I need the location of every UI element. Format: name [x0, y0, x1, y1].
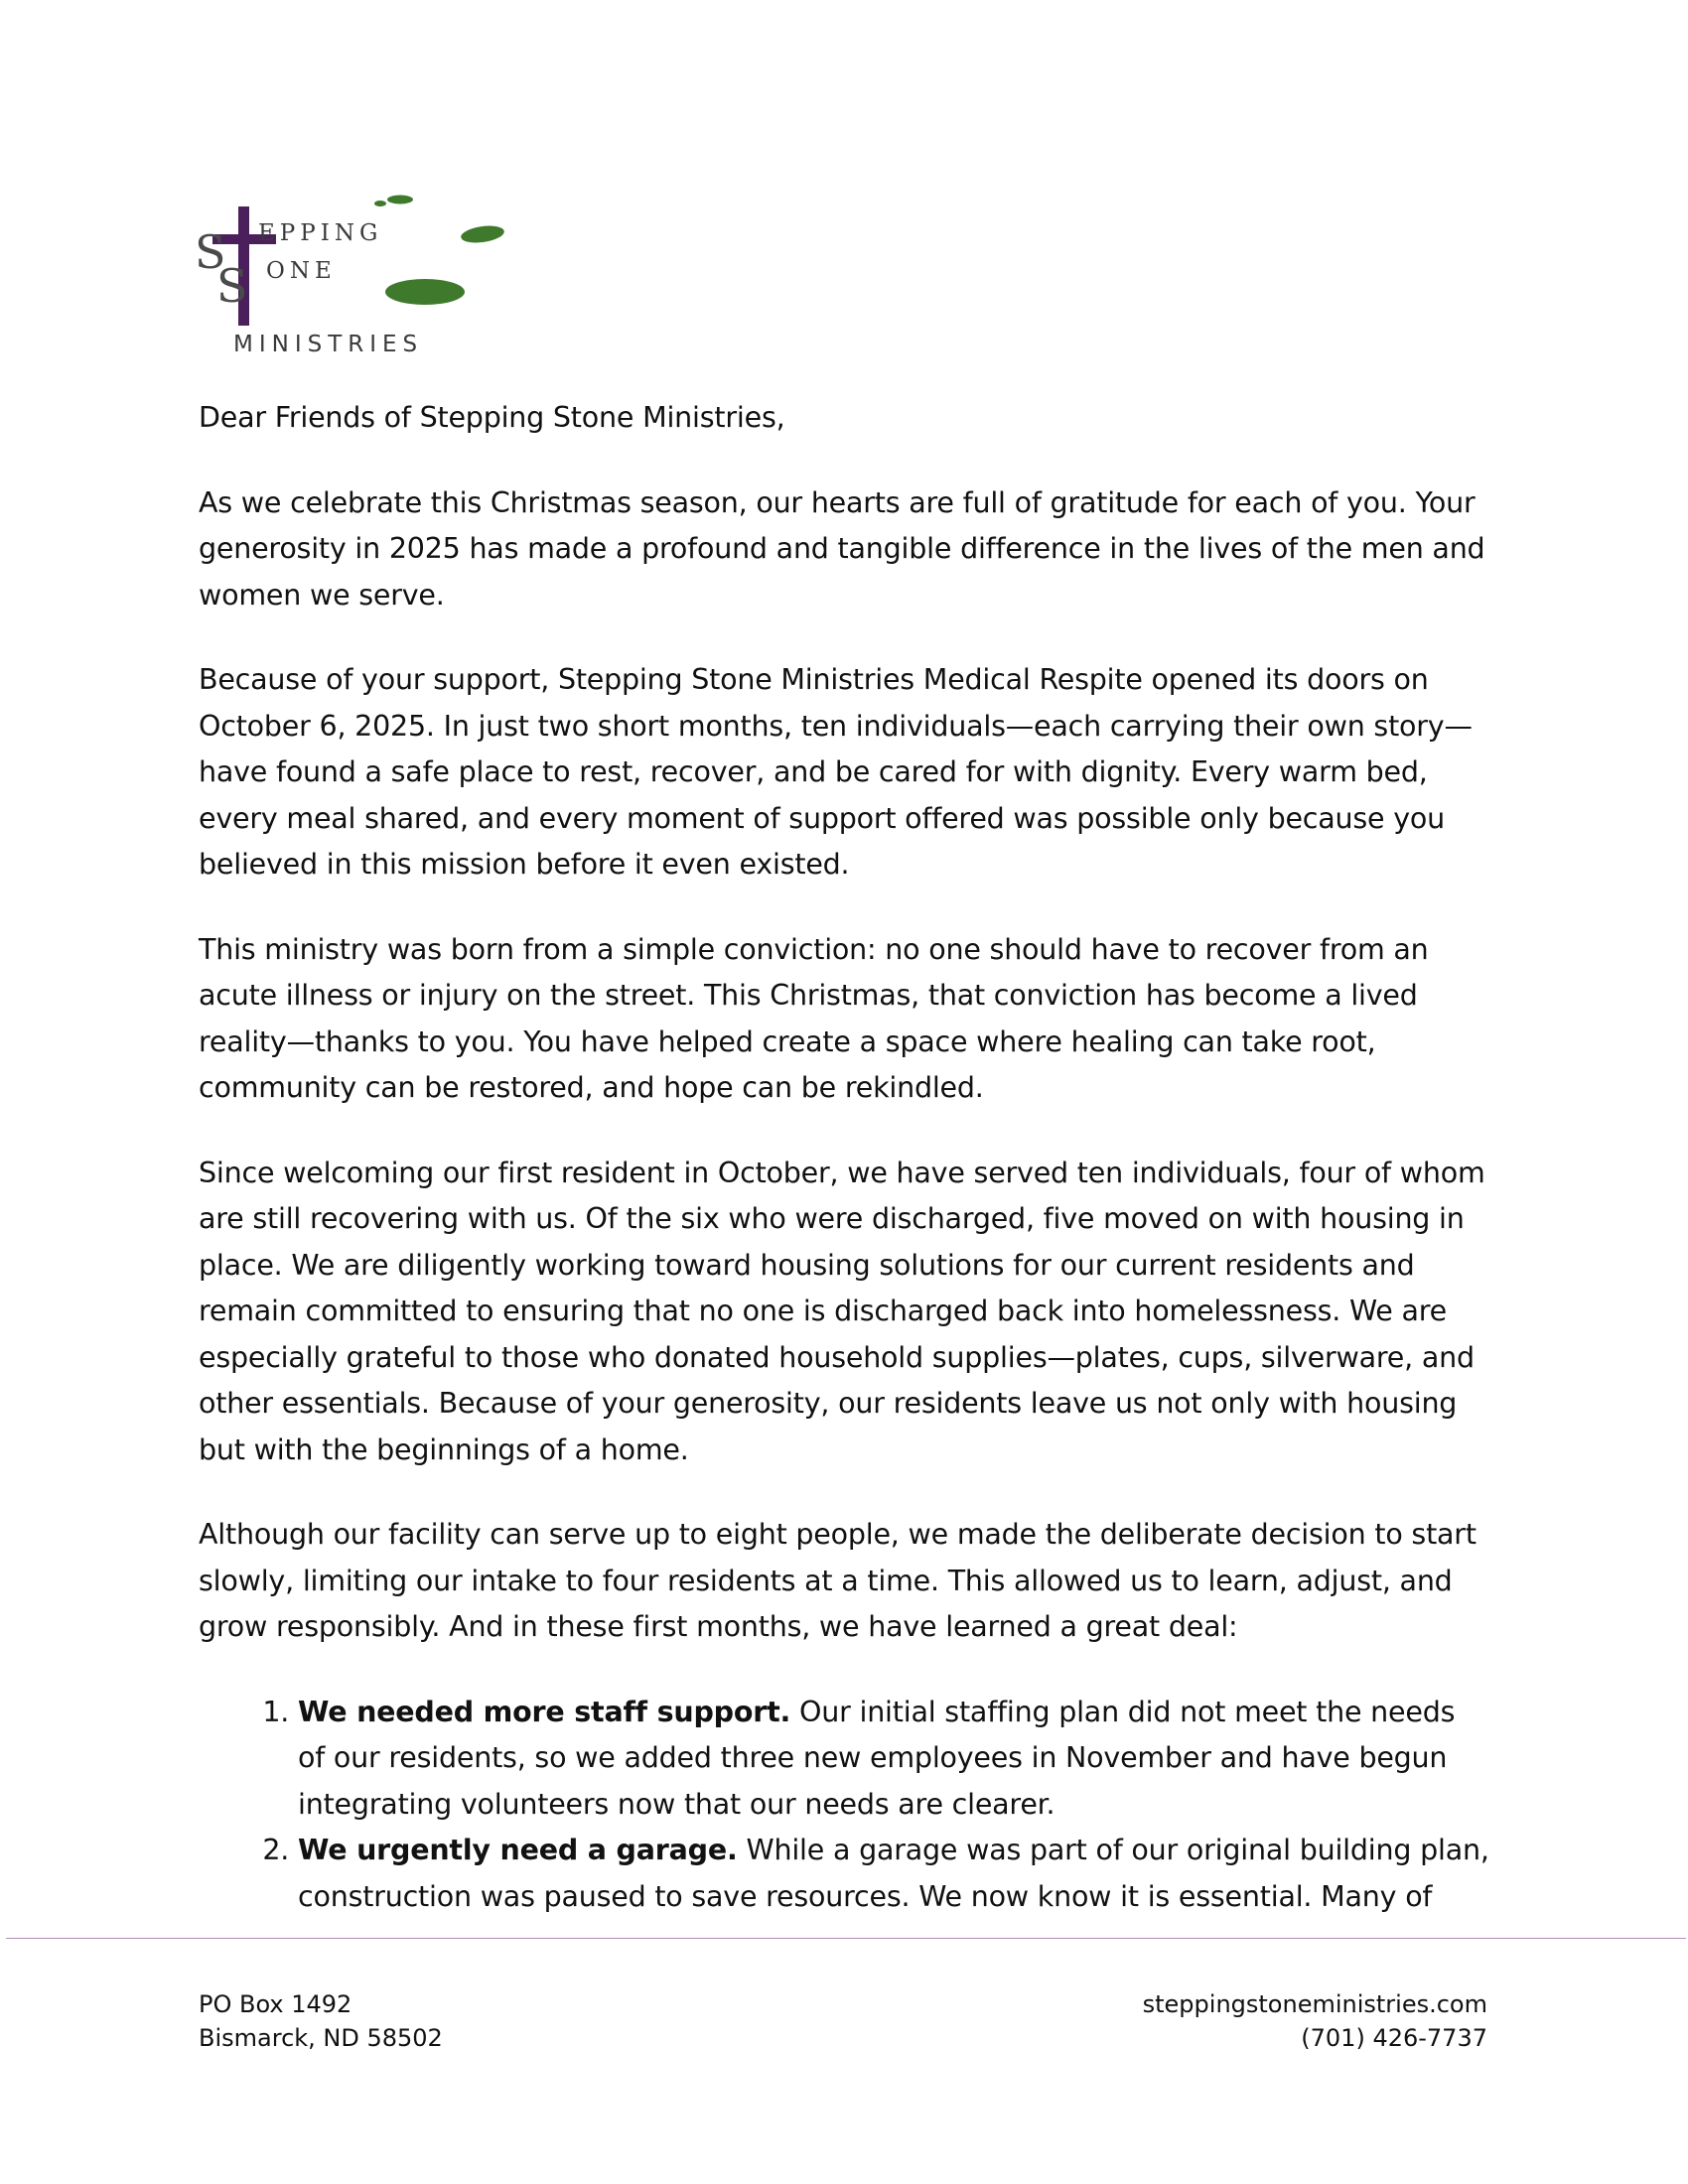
stone-small	[387, 196, 413, 205]
paragraph-outcomes: Since welcoming our first resident in October, we have served ten individuals, four of whom are still recovering with us. Of the six who were discharged, five moved on with housing in place. We are diligently working toward housing solutions for our current residents and remain committed to ensuring that no one is discharged back into homelessness. We are especially grateful to those who donated household supplies—plates, cups, silverware, and other essentials. Because of your generosity, our residents leave us not only with housing but with the beginnings of a home.	[199, 1156, 1485, 1466]
paragraph-lessons-intro: Although our facility can serve up to eight people, we made the deliberate decision to start slowly, limiting our intake to four residents at a time. This allowed us to learn, adjust, and grow responsibly. And in these first months, we have learned a great deal:	[199, 1518, 1477, 1643]
ministry-logo	[195, 187, 512, 365]
footer-divider	[6, 1938, 1686, 1939]
stone-large	[385, 279, 465, 305]
paragraph-gratitude: As we celebrate this Christmas season, our hearts are full of gratitude for each of you. Your generosity in 2025 has made a profound and tangible difference in the lives of the men and women we serve.	[199, 485, 1485, 612]
stone-tiny	[374, 201, 386, 206]
lesson-text: While a garage was part of our original building plan, construction was paused to save resources. We now know it is essential. Many of	[298, 1834, 1489, 1913]
lesson-text: Our initial staffing plan did not meet the needs of our residents, so we added three new employees in November and have begun integrating volunteers now that our needs are clearer.	[298, 1695, 1456, 1821]
footer-contact	[1143, 1987, 1487, 2055]
initial-s-top: S	[195, 225, 226, 279]
letter-body	[199, 395, 1489, 1920]
footer-address	[199, 1987, 443, 2055]
website-text: steppingstoneministries.com	[1142, 1990, 1487, 2018]
initial-s-bottom: S	[216, 259, 248, 313]
list-item	[298, 1828, 1489, 1920]
phone-text: (701) 426-7737	[1301, 2024, 1487, 2052]
paragraph-opening: Because of your support, Stepping Stone Ministries Medical Respite opened its doors on October 6, 2025. In just two short months, ten individuals—each carrying their own story—have found a safe place to rest, recover, and be cared for with dignity. Every warm bed, every meal shared, and every moment of support offered was possible only because you believed in this mission before it even existed.	[199, 663, 1473, 881]
logo-word-one: ONE	[266, 258, 337, 284]
logo-graphic	[195, 187, 512, 365]
address-line-1: PO Box 1492	[199, 1990, 352, 2018]
stone-medium	[460, 223, 505, 245]
salutation: Dear Friends of Stepping Stone Ministries,	[199, 401, 785, 434]
list-item	[298, 1690, 1489, 1829]
lessons-list	[199, 1690, 1489, 1921]
address-line-2: Bismarck, ND 58502	[199, 2024, 443, 2052]
logo-word-epping: EPPING	[258, 220, 383, 246]
paragraph-conviction: This ministry was born from a simple conviction: no one should have to recover from an acute illness or injury on the street. This Christmas, that conviction has become a lived reality—thanks to you. You have helped create a space where healing can take root, community can be restored, and hope can be rekindled.	[199, 932, 1429, 1104]
logo-word-ministries: MINISTRIES	[233, 332, 424, 357]
lesson-heading: We urgently need a garage.	[298, 1834, 738, 1866]
lesson-heading: We needed more staff support.	[298, 1695, 791, 1728]
